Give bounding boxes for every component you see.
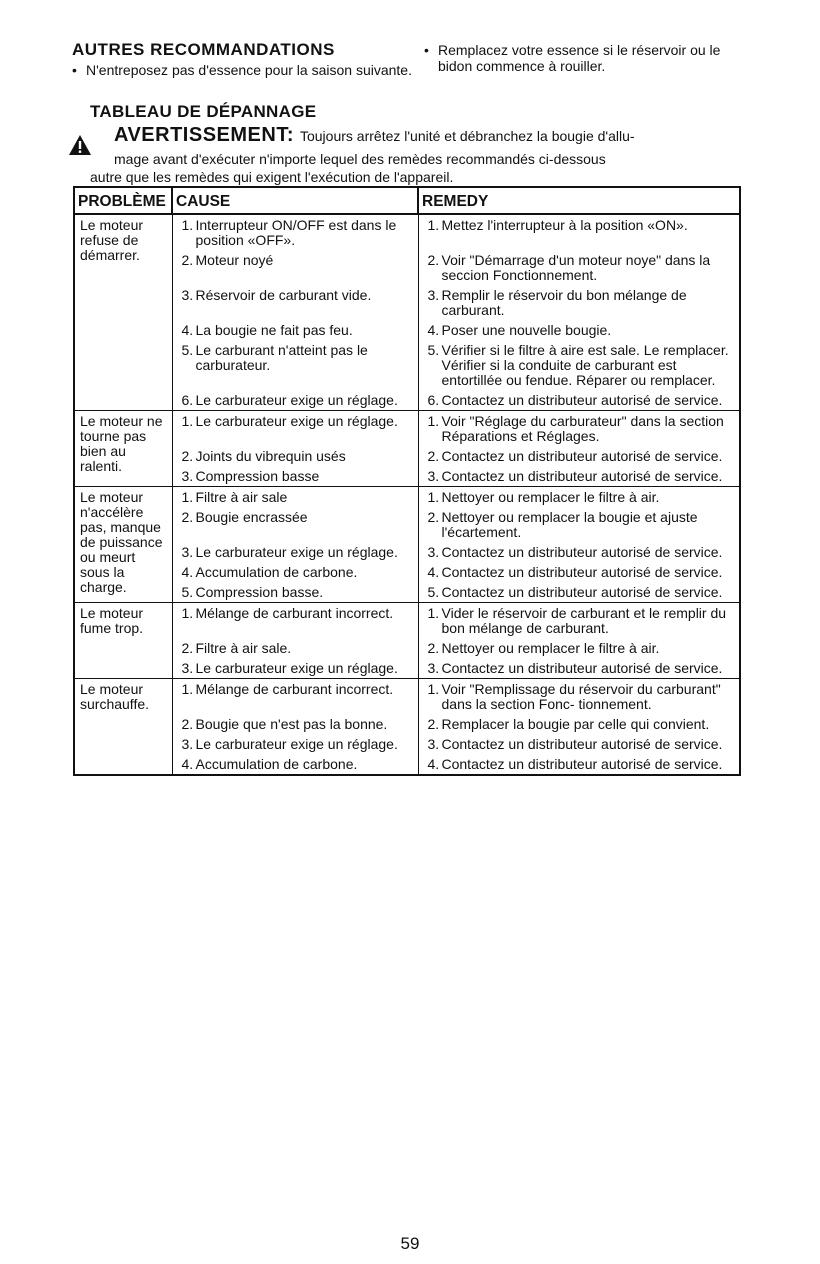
item-number: 3. [181,660,194,676]
remedy-text: Contactez un distributeur autorisé de service. [441,448,723,464]
header-cause: CAUSE [172,187,418,214]
cause-cell [172,542,418,562]
item-number: 2. [181,716,194,732]
problem-cell [74,603,172,679]
cause-item [176,661,415,676]
cause-text: Filtre à air sale [195,489,288,505]
table-row [74,340,740,390]
item-number: 1. [427,681,440,697]
problem-text: Le moteur n'accélère pas, manque de puissance ou meurt sous la charge. [80,489,163,595]
table-row [74,214,740,250]
problem-text: Le moteur fume trop. [80,605,144,636]
remedy-cell [418,714,740,734]
item-number: 1. [427,605,440,621]
remedy-cell [418,754,740,775]
cause-cell [172,754,418,775]
remedy-cell [418,320,740,340]
remedy-cell [418,679,740,715]
cause-item [176,218,415,248]
cause-cell [172,340,418,390]
remedy-item [422,510,737,540]
recommendation-bullet-left [72,62,412,78]
cause-cell [172,250,418,285]
table-row [74,250,740,285]
cause-text: Le carburateur exige un réglage. [195,660,398,676]
cause-text: Accumulation de carbone. [195,564,358,580]
item-number: 3. [427,468,440,484]
table-row [74,638,740,658]
cause-text: Mélange de carburant incorrect. [195,605,394,621]
cause-text: Interrupteur ON/OFF est dans le position «OFF». [195,217,397,248]
item-number: 4. [427,756,440,772]
remedy-item [422,393,737,408]
remedy-text: Contactez un distributeur autorisé de service. [441,584,723,600]
remedy-text: Contactez un distributeur autorisé de service. [441,468,723,484]
item-number: 4. [181,322,194,338]
remedy-item [422,585,737,600]
table-row [74,734,740,754]
cause-text: Le carburateur exige un réglage. [195,736,398,752]
remedy-text: Contactez un distributeur autorisé de service. [441,564,723,580]
cause-text: Accumulation de carbone. [195,756,358,772]
table-row [74,487,740,508]
warning-text-1: Toujours arrêtez l'unité et débranchez la bougie d'allu- [299,128,635,144]
remedy-text: Nettoyer ou remplacer le filtre à air. [441,640,660,656]
cause-item [176,393,415,408]
item-number: 2. [427,640,440,656]
item-number: 1. [427,217,440,233]
item-number: 5. [181,584,194,600]
item-number: 2. [181,640,194,656]
problem-cell [74,214,172,411]
item-number: 1. [181,489,194,505]
page-number: 59 [400,1234,420,1253]
recommendation-bullet-right [424,42,754,74]
table-row [74,542,740,562]
item-number: 2. [427,252,440,268]
cause-cell [172,411,418,447]
remedy-text: Mettez l'interrupteur à la position «ON». [441,217,688,233]
cause-cell [172,658,418,679]
cause-item [176,469,415,484]
cause-item [176,641,415,656]
cause-cell [172,390,418,411]
table-row [74,714,740,734]
remedy-item [422,717,737,732]
remedy-cell [418,603,740,639]
table-row [74,411,740,447]
remedy-item [422,757,737,772]
remedy-text: Contactez un distributeur autorisé de service. [441,660,723,676]
remedy-item [422,323,737,338]
remedy-text: Voir "Remplissage du réservoir du carburant" dans la section Fonc- tionnement. [441,681,721,712]
remedy-item [422,414,737,444]
cause-cell [172,487,418,508]
remedy-item [422,343,737,388]
item-number: 4. [427,322,440,338]
cause-cell [172,446,418,466]
cause-item [176,717,415,732]
remedy-cell [418,250,740,285]
cause-cell [172,507,418,542]
cause-item [176,565,415,580]
item-number: 2. [427,448,440,464]
item-number: 3. [181,736,194,752]
remedy-cell [418,658,740,679]
cause-text: Bougie que n'est pas la bonne. [195,716,388,732]
header-remedy: REMEDY [418,187,740,214]
problem-text: Le moteur ne tourne pas bien au ralenti. [80,413,163,474]
recommendations-title: AUTRES RECOMMANDATIONS [72,40,335,59]
remedy-text: Contactez un distributeur autorisé de service. [441,544,723,560]
item-number: 3. [427,660,440,676]
problem-cell [74,679,172,776]
cause-cell [172,320,418,340]
cause-cell [172,562,418,582]
remedy-item [422,449,737,464]
remedy-cell [418,638,740,658]
item-number: 2. [427,509,440,525]
cause-text: Le carburant n'atteint pas le carburateur. [195,342,368,373]
warning-line-3: autre que les remèdes qui exigent l'exécution de l'appareil. [90,169,454,185]
remedy-cell [418,466,740,487]
bullet-dot: • [72,62,77,78]
remedy-item [422,661,737,676]
remedy-text: Nettoyer ou remplacer la bougie et ajuste l'écartement. [441,509,698,540]
cause-item [176,490,415,505]
remedy-cell [418,214,740,250]
table-row [74,390,740,411]
remedy-cell [418,411,740,447]
table-body [74,214,740,775]
cause-cell [172,582,418,603]
item-number: 1. [181,217,194,233]
cause-text: Le carburateur exige un réglage. [195,392,398,408]
table-row [74,679,740,715]
item-number: 5. [427,584,440,600]
remedy-text: Voir "Réglage du carburateur" dans la section Réparations et Réglages. [441,413,724,444]
troubleshooting-table [73,186,741,776]
cause-text: Filtre à air sale. [195,640,292,656]
remedy-cell [418,582,740,603]
cause-cell [172,285,418,320]
item-number: 2. [181,448,194,464]
remedy-text: Voir "Démarrage d'un moteur noye" dans la seccion Fonctionnement. [441,252,711,283]
cause-text: Mélange de carburant incorrect. [195,681,394,697]
cause-item [176,510,415,525]
item-number: 6. [181,392,194,408]
cause-item [176,545,415,560]
cause-cell [172,734,418,754]
remedy-item [422,641,737,656]
warning-triangle-icon [68,134,92,156]
item-number: 3. [427,736,440,752]
cause-cell [172,714,418,734]
table-row [74,582,740,603]
remedy-text: Remplir le réservoir du bon mélange de carburant. [441,287,687,318]
remedy-item [422,218,737,233]
cause-text: Bougie encrassée [195,509,308,525]
table-row [74,507,740,542]
item-number: 2. [181,509,194,525]
remedy-cell [418,562,740,582]
remedy-cell [418,542,740,562]
item-number: 3. [427,544,440,560]
recommendation-text: N'entreposez pas d'essence pour la saison suivante. [86,62,412,78]
item-number: 4. [181,564,194,580]
remedy-item [422,606,737,636]
item-number: 5. [427,342,440,358]
table-row [74,446,740,466]
cause-text: Compression basse [195,468,320,484]
table-row [74,320,740,340]
remedy-cell [418,446,740,466]
recommendation-text: Remplacez votre essence si le réservoir ou le bidon commence à rouiller. [438,42,721,74]
item-number: 1. [181,413,194,429]
item-number: 3. [427,287,440,303]
item-number: 1. [427,413,440,429]
cause-item [176,585,415,600]
table-row [74,658,740,679]
remedy-item [422,545,737,560]
cause-item [176,449,415,464]
remedy-text: Contactez un distributeur autorisé de service. [441,392,723,408]
problem-cell [74,487,172,603]
cause-item [176,682,415,697]
remedy-item [422,682,737,712]
table-row [74,754,740,775]
cause-cell [172,214,418,250]
table-row [74,466,740,487]
remedy-cell [418,340,740,390]
cause-text: Joints du vibrequin usés [195,448,346,464]
remedy-item [422,253,737,283]
cause-text: Le carburateur exige un réglage. [195,413,398,429]
table-row [74,285,740,320]
item-number: 2. [427,716,440,732]
warning-line-2: mage avant d'exécuter n'importe lequel des remèdes recommandés ci-dessous [114,151,606,167]
remedy-item [422,469,737,484]
item-number: 3. [181,468,194,484]
cause-text: Réservoir de carburant vide. [195,287,372,303]
item-number: 2. [181,252,194,268]
item-number: 5. [181,342,194,358]
item-number: 3. [181,287,194,303]
remedy-cell [418,507,740,542]
cause-item [176,343,415,373]
header-problem: PROBLÈME [74,187,172,214]
problem-text: Le moteur refuse de démarrer. [80,217,144,263]
remedy-item [422,737,737,752]
item-number: 1. [427,489,440,505]
item-number: 1. [181,681,194,697]
cause-item [176,606,415,621]
troubleshooting-title: TABLEAU DE DÉPANNAGE [90,102,317,121]
cause-text: Moteur noyé [195,252,274,268]
cause-cell [172,638,418,658]
table-header-row [74,187,740,214]
remedy-cell [418,487,740,508]
remedy-text: Poser une nouvelle bougie. [441,322,612,338]
cause-text: Compression basse. [195,584,324,600]
remedy-cell [418,390,740,411]
remedy-item [422,288,737,318]
item-number: 3. [181,544,194,560]
cause-text: La bougie ne fait pas feu. [195,322,353,338]
cause-item [176,414,415,429]
problem-text: Le moteur surchauffe. [80,681,150,712]
remedy-cell [418,285,740,320]
remedy-item [422,490,737,505]
item-number: 1. [181,605,194,621]
warning-line-1 [114,124,635,147]
cause-cell [172,679,418,715]
item-number: 4. [427,564,440,580]
item-number: 6. [427,392,440,408]
warning-label: AVERTISSEMENT: [114,124,294,146]
cause-cell [172,466,418,487]
item-number: 4. [181,756,194,772]
bullet-dot: • [424,42,429,58]
remedy-cell [418,734,740,754]
problem-cell [74,411,172,487]
remedy-text: Contactez un distributeur autorisé de service. [441,736,723,752]
cause-item [176,253,415,268]
cause-item [176,757,415,772]
cause-item [176,323,415,338]
remedy-text: Nettoyer ou remplacer le filtre à air. [441,489,660,505]
table-row [74,562,740,582]
cause-item [176,288,415,303]
remedy-text: Remplacer la bougie par celle qui convient. [441,716,710,732]
cause-item [176,737,415,752]
cause-text: Le carburateur exige un réglage. [195,544,398,560]
remedy-text: Vider le réservoir de carburant et le remplir du bon mélange de carburant. [441,605,727,636]
cause-cell [172,603,418,639]
remedy-text: Vérifier si le filtre à aire est sale. Le remplacer. Vérifier si la conduite de carburant est entortillée ou fendue. Réparer ou remplacer. [441,342,729,388]
remedy-item [422,565,737,580]
remedy-text: Contactez un distributeur autorisé de service. [441,756,723,772]
table-row [74,603,740,639]
